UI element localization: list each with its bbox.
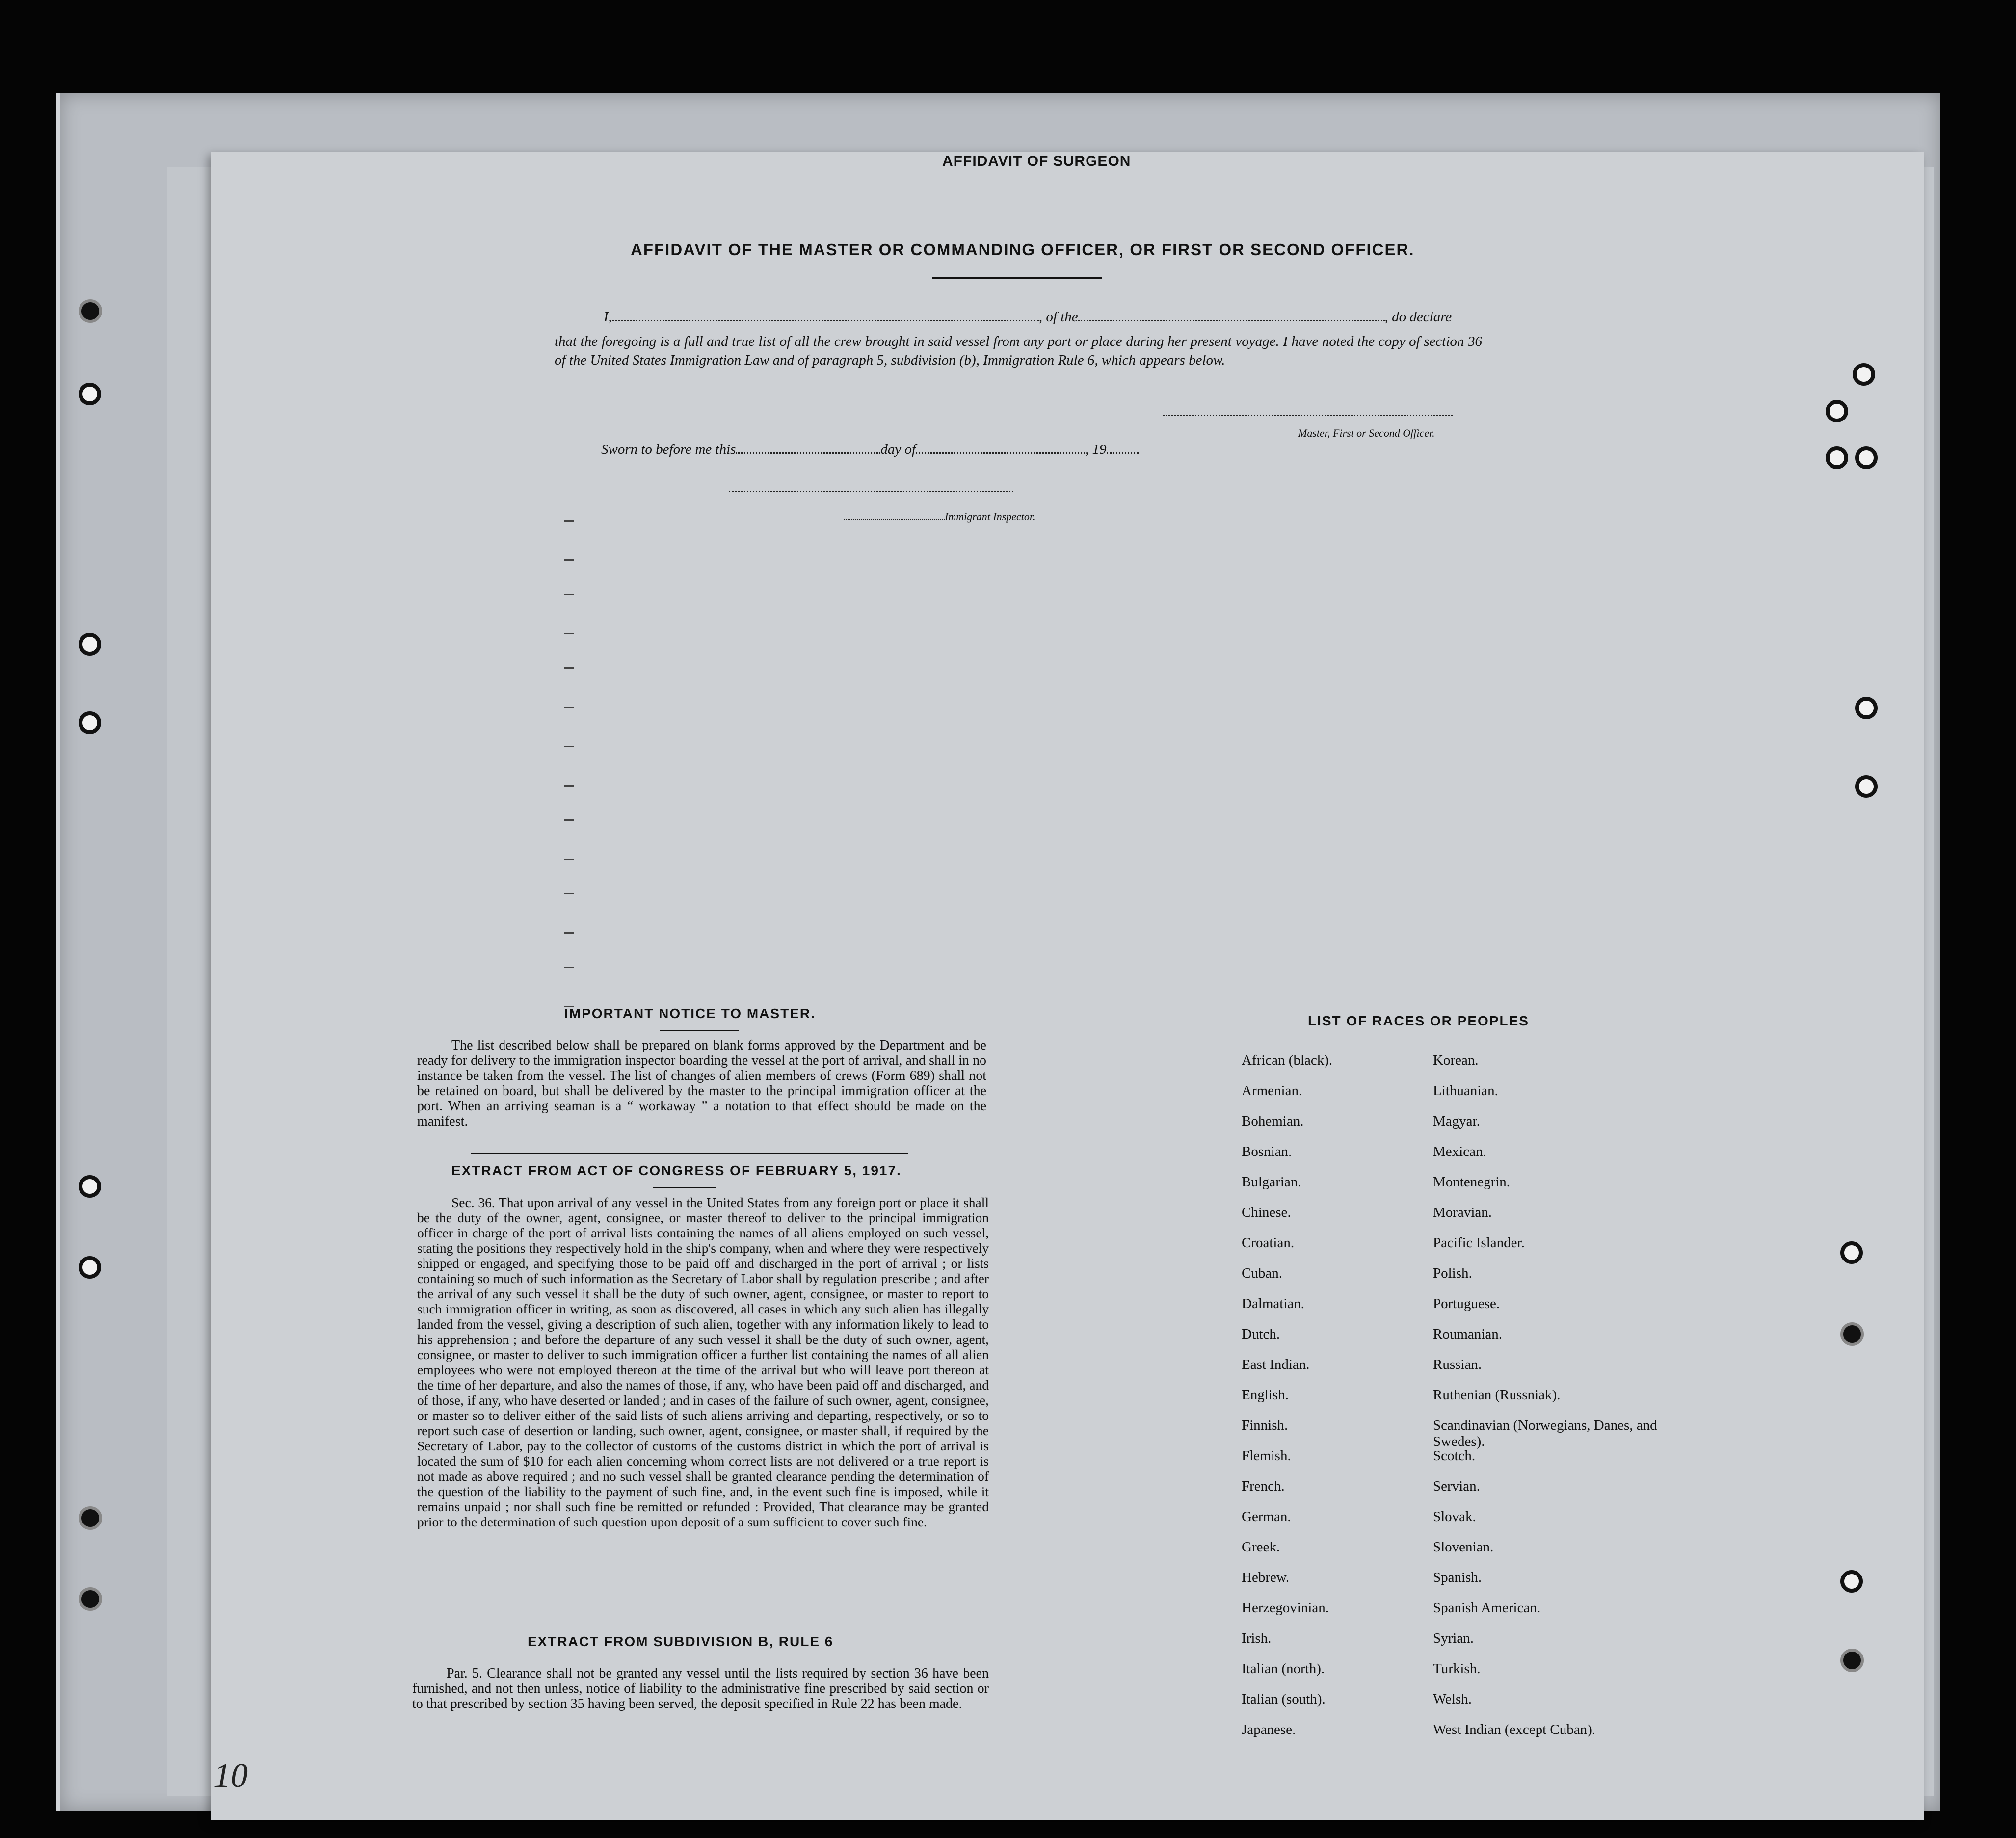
race-item: Lithuanian. bbox=[1433, 1083, 1498, 1099]
row-dash bbox=[564, 559, 574, 561]
race-item: Mexican. bbox=[1433, 1144, 1486, 1159]
sworn-line bbox=[601, 442, 1139, 458]
inspector-caption bbox=[844, 510, 1035, 523]
race-item: Turkish. bbox=[1433, 1661, 1481, 1677]
sworn-date-blank bbox=[736, 452, 880, 454]
vessel-blank bbox=[1078, 320, 1385, 321]
row-dash bbox=[564, 859, 574, 860]
inspector-blank bbox=[729, 481, 1013, 492]
race-item: Polish. bbox=[1433, 1265, 1472, 1281]
rule-title: EXTRACT FROM SUBDIVISION B, RULE 6 bbox=[528, 1634, 834, 1649]
act-rule-top bbox=[471, 1153, 908, 1154]
race-item: Spanish American. bbox=[1433, 1600, 1541, 1616]
affidavit-declare: , do declare bbox=[1384, 309, 1452, 325]
rule-text: Par. 5. Clearance shall not be granted any vessel until the lists required by section 36 have been furnished, and not then unless, notice of liability to the administrative fine prescribed by said section or to that prescribed by section 35 having been served, the deposit specified in Rule 22 has been made. bbox=[412, 1666, 989, 1711]
row-dash bbox=[564, 667, 574, 669]
race-item: Dutch. bbox=[1242, 1326, 1280, 1342]
race-item: Bulgarian. bbox=[1242, 1174, 1301, 1190]
race-item: Montenegrin. bbox=[1433, 1174, 1511, 1190]
page-hole-7 bbox=[1840, 1241, 1863, 1264]
sworn-day: day of bbox=[880, 442, 916, 457]
race-item: Magyar. bbox=[1433, 1113, 1480, 1129]
top-label: AFFIDAVIT OF SURGEON bbox=[942, 153, 1131, 169]
notice-rule bbox=[660, 1030, 739, 1031]
race-item: Finnish. bbox=[1242, 1418, 1288, 1433]
row-dash bbox=[564, 932, 574, 934]
race-item: Welsh. bbox=[1433, 1691, 1472, 1707]
binder-hole-3 bbox=[79, 633, 101, 656]
page-hole-2 bbox=[1826, 400, 1848, 422]
page-hole-10 bbox=[1840, 1649, 1864, 1672]
affidavit-of: , of the bbox=[1038, 309, 1078, 325]
affidavit-body: that the foregoing is a full and true list of all the crew brought in said vessel from any port or place during her present voyage. I have noted the copy of section 36 of the United States Immigration Law and of paragraph 5, subdivision (b), Immigration Rule 6, which appears below. bbox=[555, 334, 1482, 368]
race-item: Hebrew. bbox=[1242, 1570, 1290, 1585]
binder-hole-1 bbox=[79, 299, 102, 323]
race-item: West Indian (except Cuban). bbox=[1433, 1722, 1596, 1737]
act-title: EXTRACT FROM ACT OF CONGRESS OF FEBRUARY 5, 1917. bbox=[451, 1163, 902, 1178]
page-hole-3 bbox=[1826, 446, 1848, 469]
row-dash bbox=[564, 594, 574, 595]
page-hole-9 bbox=[1840, 1570, 1863, 1593]
row-dash bbox=[564, 967, 574, 968]
race-item: Slovenian. bbox=[1433, 1539, 1494, 1555]
page-hole-4 bbox=[1855, 446, 1878, 469]
act-rule-bottom bbox=[653, 1187, 716, 1188]
race-item: Ruthenian (Russniak). bbox=[1433, 1387, 1561, 1403]
race-item: Portuguese. bbox=[1433, 1296, 1500, 1312]
race-item: Slovak. bbox=[1433, 1509, 1476, 1524]
page-hole-1 bbox=[1853, 363, 1875, 386]
race-item: Cuban. bbox=[1242, 1265, 1282, 1281]
row-dash bbox=[564, 707, 574, 708]
race-item: Dalmatian. bbox=[1242, 1296, 1305, 1312]
inspector-dots bbox=[844, 519, 945, 520]
race-item: Japanese. bbox=[1242, 1722, 1296, 1737]
race-item: Croatian. bbox=[1242, 1235, 1295, 1251]
race-item: Bosnian. bbox=[1242, 1144, 1292, 1159]
row-dash bbox=[564, 785, 574, 787]
race-item: Syrian. bbox=[1433, 1630, 1474, 1646]
page-hole-5 bbox=[1855, 697, 1878, 719]
race-item: Scotch. bbox=[1433, 1448, 1476, 1464]
race-item: Herzegovinian. bbox=[1242, 1600, 1329, 1616]
race-item: Flemish. bbox=[1242, 1448, 1291, 1464]
row-dash bbox=[564, 520, 574, 522]
race-item: Servian. bbox=[1433, 1478, 1480, 1494]
race-item: Pacific Islander. bbox=[1433, 1235, 1525, 1251]
race-item: Greek. bbox=[1242, 1539, 1280, 1555]
title-rule bbox=[932, 277, 1102, 279]
race-item: French. bbox=[1242, 1478, 1285, 1494]
inspector-caption-text: Immigrant Inspector. bbox=[945, 510, 1035, 523]
sworn-prefix: Sworn to before me this bbox=[601, 442, 736, 457]
row-dash bbox=[564, 819, 574, 821]
sworn-year-blank bbox=[1107, 452, 1139, 454]
binder-hole-8 bbox=[79, 1587, 102, 1611]
race-item: Irish. bbox=[1242, 1630, 1272, 1646]
races-right-column bbox=[1433, 1052, 1659, 1752]
signature-caption: Master, First or Second Officer. bbox=[1298, 427, 1435, 439]
race-item: Bohemian. bbox=[1242, 1113, 1304, 1129]
bottom-number: 10 bbox=[213, 1757, 248, 1795]
race-item: Moravian. bbox=[1433, 1205, 1492, 1220]
sworn-year: , 19 bbox=[1085, 442, 1107, 457]
race-item: Roumanian. bbox=[1433, 1326, 1502, 1342]
affidavit-i: I, bbox=[604, 309, 612, 325]
race-item: Armenian. bbox=[1242, 1083, 1302, 1099]
row-dash bbox=[564, 746, 574, 747]
row-dash bbox=[564, 893, 574, 894]
affidavit-title: AFFIDAVIT OF THE MASTER OR COMMANDING OFFICER, OR FIRST OR SECOND OFFICER. bbox=[631, 240, 1415, 259]
race-item: Korean. bbox=[1433, 1052, 1479, 1068]
races-left-column bbox=[1242, 1052, 1428, 1752]
binder-hole-7 bbox=[79, 1506, 102, 1530]
race-item: German. bbox=[1242, 1509, 1291, 1524]
notice-text: The list described below shall be prepared on blank forms approved by the Department and be ready for delivery to the immigration inspector boarding the vessel at the port of arrival, and shall in no instance be taken from the vessel. The list of changes of alien members of crews (Form 689) shall not be retained on board, but shall be delivered by the master to the principal immigration officer at the port. When an arriving seaman is a “ workaway ” a notation to that effect should be made on the manifest. bbox=[417, 1038, 986, 1129]
races-title: LIST OF RACES OR PEOPLES bbox=[1308, 1013, 1529, 1028]
race-item: African (black). bbox=[1242, 1052, 1333, 1068]
page-hole-6 bbox=[1855, 775, 1878, 798]
signature-blank bbox=[1163, 405, 1453, 416]
binder-hole-4 bbox=[79, 711, 101, 734]
race-item: Italian (south). bbox=[1242, 1691, 1326, 1707]
document-page bbox=[211, 152, 1924, 1820]
row-dash bbox=[564, 633, 574, 634]
name-blank bbox=[612, 320, 1039, 321]
race-item: English. bbox=[1242, 1387, 1289, 1403]
notice-title: IMPORTANT NOTICE TO MASTER. bbox=[564, 1006, 816, 1021]
affidavit-line-1 bbox=[604, 309, 1452, 325]
race-item: Scandinavian (Norwegians, Danes, and Swedes). bbox=[1433, 1418, 1657, 1449]
sworn-month-blank bbox=[916, 452, 1085, 454]
act-text: Sec. 36. That upon arrival of any vessel in the United States from any foreign port or place it shall be the duty of the owner, agent, consignee, or master thereof to deliver to the principal immigration officer in charge of the port of arrival lists containing the names of all aliens employed on such vessel, stating the positions they respectively hold in the ship's company, when and where they were respectively shipped or engaged, and specifying those to be paid off and discharged in the port of arrival ; or lists containing so much of such information as the Secretary of Labor shall by regulation prescribe ; and after the arrival of any such vessel it shall be the duty of such owner, agent, consignee, or master to report to such immigration officer in writing, as soon as discovered, all cases in which any such alien has illegally landed from the vessel, giving a description of such alien, together with any information likely to lead to his apprehension ; and before the departure of any such vessel it shall be the duty of such owner, agent, consignee, or master to deliver to such immigration officer a further list containing the names of all alien employees who were not employed thereon at the time of the arrival but who will leave port thereon at the time of her departure, and also the names of those, if any, who have been paid off and discharged, and of those, if any, who have deserted or landed ; and in cases of the failure of such owner, agent, consignee, or master so to deliver either of the said lists of such aliens arriving and departing, respectively, or so to report such case of desertion or landing, such owner, agent, consignee, or master shall, if required by the Secretary of Labor, pay to the collector of customs of the customs district in which the port of arrival is located the sum of $10 for each alien concerning whom correct lists are not delivered or a true report is not made as above required ; and no such vessel shall be granted clearance pending the determination of the question of the liability to the payment of such fine, and, in the event such fine is imposed, while it remains unpaid ; nor shall such fine be remitted or refunded : Provided, That clearance may be granted prior to the determination of such question upon deposit of a sum sufficient to cover such fine. bbox=[417, 1195, 989, 1529]
race-item: Spanish. bbox=[1433, 1570, 1482, 1585]
page-hole-8 bbox=[1840, 1322, 1864, 1346]
binder-hole-2 bbox=[79, 383, 101, 405]
race-item: Italian (north). bbox=[1242, 1661, 1325, 1677]
race-item: Russian. bbox=[1433, 1357, 1482, 1372]
binder-hole-6 bbox=[79, 1256, 101, 1279]
race-item: Chinese. bbox=[1242, 1205, 1291, 1220]
binder-hole-5 bbox=[79, 1175, 101, 1198]
race-item: East Indian. bbox=[1242, 1357, 1310, 1372]
